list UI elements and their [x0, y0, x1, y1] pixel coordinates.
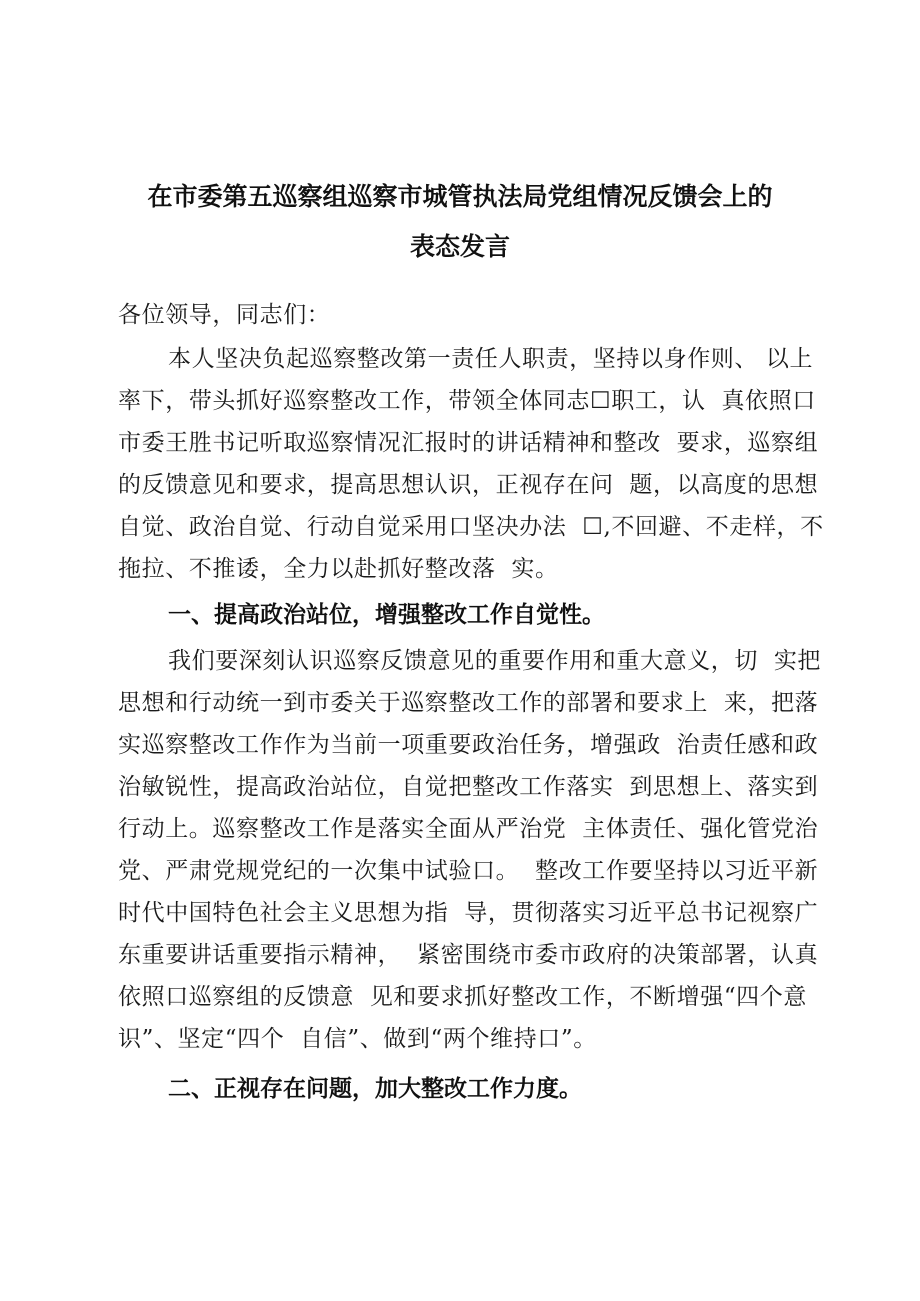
paragraph-1-line-4: 的反馈意见和要求，提高思想认识，正视存在问 题，以高度的思想 — [118, 472, 819, 498]
paragraph-1-line-3: 市委王胜书记听取巡察情况汇报时的讲话精神和整改 要求，巡察组 — [118, 430, 819, 456]
document-title-line-2: 表态发言 — [409, 232, 510, 261]
paragraph-1-line-2: 率下，带头抓好巡察整改工作，带领全体同志☐职工，认 真依照口 — [118, 388, 816, 414]
paragraph-2-line-7: 时代中国特色社会主义思想为指 导，贯彻落实习近平总书记视察广 — [118, 900, 819, 926]
paragraph-2-line-5: 行动上。巡察整改工作是落实全面从严治党 主体责任、强化管党治 — [118, 816, 819, 842]
paragraph-2-line-4: 治敏锐性，提高政治站位，自觉把整改工作落实 到思想上、落实到 — [118, 774, 819, 800]
section-heading-1: 一、提高政治站位，增强整改工作自觉性。 — [168, 602, 605, 628]
paragraph-1-line-6: 拖拉、不推诿，全力以赴抓好整改落 实。 — [118, 556, 559, 582]
paragraph-2-line-1: 我们要深刻认识巡察反馈意见的重要作用和重大意义，切 实把 — [168, 648, 822, 674]
paragraph-2-line-3: 实巡察整改工作作为当前一项重要政治任务，增强政 治责任感和政 — [118, 732, 819, 758]
paragraph-2-line-8: 东重要讲话重要指示精神， 紧密围绕市委市政府的决策部署，认真 — [118, 942, 819, 968]
paragraph-2-line-9: 依照口巡察组的反馈意 见和要求抓好整改工作，不断增强“四个意 — [118, 984, 807, 1010]
paragraph-1-line-5: 自觉、政治自觉、行动自觉采用口坚决办法 ☐,不回避、不走样，不 — [118, 514, 824, 540]
paragraph-2-line-10: 识”、坚定“四个 自信”、做到“两个维持口”。 — [118, 1026, 597, 1052]
salutation: 各位领导，同志们： — [118, 302, 331, 328]
paragraph-2-line-2: 思想和行动统一到市委关于巡察整改工作的部署和要求上 来，把落 — [118, 690, 819, 716]
paragraph-1-line-1: 本人坚决负起巡察整改第一责任人职责，坚持以身作则、 以上 — [168, 346, 814, 372]
section-heading-2: 二、正视存在问题，加大整改工作力度。 — [168, 1076, 582, 1102]
document-title-line-1: 在市委第五巡察组巡察市城管执法局党组情况反馈会上的 — [147, 182, 773, 211]
paragraph-2-line-6: 党、严肃党规党纪的一次集中试验口。 整改工作要坚持以习近平新 — [118, 858, 819, 884]
